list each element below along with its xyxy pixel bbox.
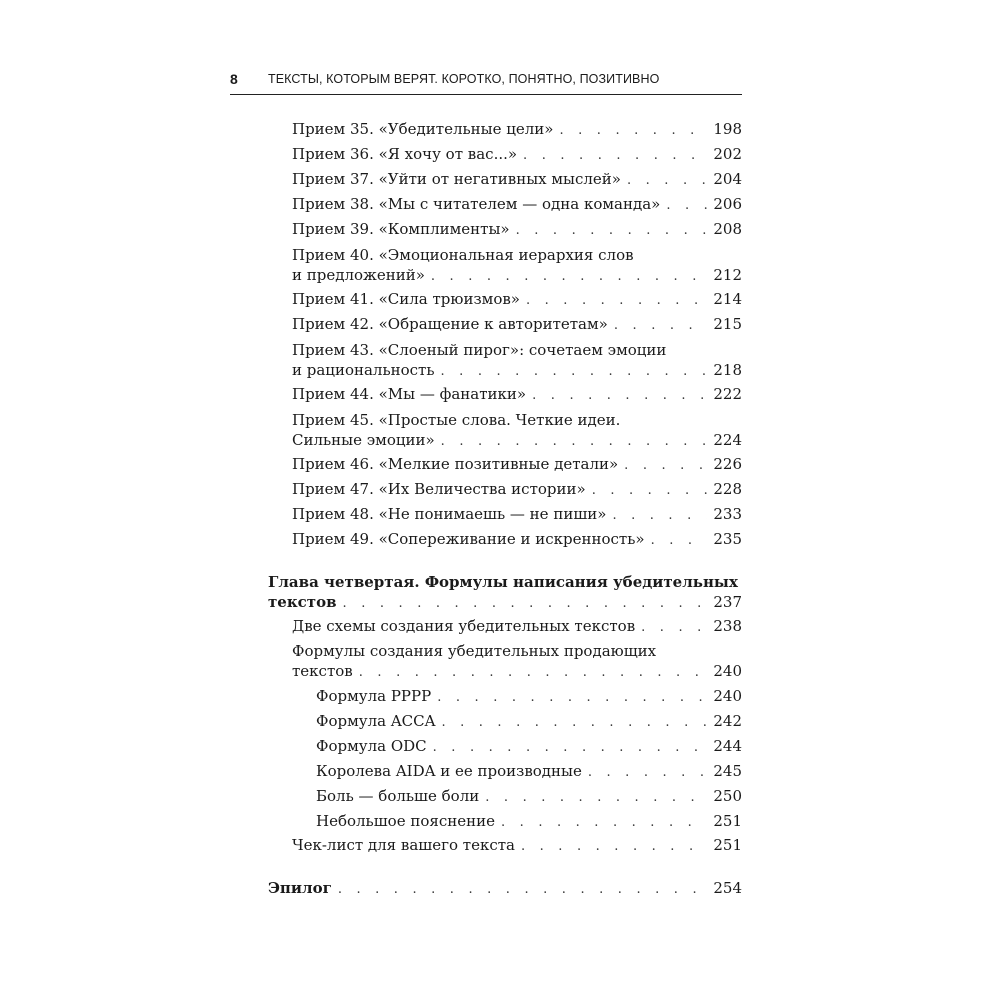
page-ref: 251 (713, 812, 742, 830)
page-ref: 240 (713, 687, 742, 705)
page-ref: 233 (713, 505, 742, 523)
toc-entry-42: Прием 42. «Обращение к авторитетам» . . . 215 (292, 313, 742, 335)
leader-dots (612, 505, 707, 527)
leader-dots (559, 120, 707, 142)
page-ref: 244 (713, 737, 742, 755)
leader-dots (651, 530, 708, 552)
page-ref: 238 (713, 617, 742, 635)
page-ref: 237 (713, 593, 742, 611)
leader-dots (532, 385, 707, 407)
toc-section-formulas: Формулы создания убедительных продающих текстов . . . 240 (292, 640, 742, 684)
leader-dots (359, 662, 708, 684)
leader-dots (523, 145, 707, 167)
running-title: ТЕКСТЫ, КОТОРЫМ ВЕРЯТ. КОРОТКО, ПОНЯТНО, ПОЗИТИВНО (268, 72, 660, 86)
leader-dots (592, 480, 708, 502)
leader-dots (666, 195, 707, 217)
toc-entry-39: Прием 39. «Комплименты» . . . 208 (292, 218, 742, 240)
page-ref: 204 (713, 170, 742, 188)
toc-entry-46: Прием 46. «Мелкие позитивные детали» . . . 226 (292, 453, 742, 475)
leader-dots (485, 787, 707, 809)
leader-dots (437, 687, 707, 709)
page-ref: 228 (713, 480, 742, 498)
leader-dots (431, 266, 707, 288)
leader-dots (516, 220, 708, 242)
toc-entry-48: Прием 48. «Не понимаешь — не пиши» . . . 233 (292, 503, 742, 525)
page-ref: 198 (713, 120, 742, 138)
leader-dots (433, 737, 708, 759)
leader-dots (526, 290, 707, 312)
toc-subsection-pppp: Формула PPPP . . . 240 (316, 685, 742, 707)
page-ref: 208 (713, 220, 742, 238)
toc-entry-35: Прием 35. «Убедительные цели» . . . 198 (292, 118, 742, 140)
page-ref: 214 (713, 290, 742, 308)
toc-entry-37: Прием 37. «Уйти от негативных мыслей» . . . 204 (292, 168, 742, 190)
page-ref: 245 (713, 762, 742, 780)
page-ref: 224 (713, 431, 742, 449)
page-ref: 226 (713, 455, 742, 473)
leader-dots (624, 455, 707, 477)
toc-subsection-pain: Боль — больше боли . . . 250 (316, 785, 742, 807)
leader-dots (614, 315, 708, 337)
page-ref: 222 (713, 385, 742, 403)
page-ref: 202 (713, 145, 742, 163)
leader-dots (441, 712, 707, 734)
toc-entry-43: Прием 43. «Слоеный пирог»: сочетаем эмоции и рациональность . . . 218 (292, 339, 742, 383)
toc-entry-41: Прием 41. «Сила трюизмов» . . . 214 (292, 288, 742, 310)
toc-subsection-acca: Формула ACCA . . . 242 (316, 710, 742, 732)
toc-entry-47: Прием 47. «Их Величества истории» . . . 228 (292, 478, 742, 500)
toc-entry-38: Прием 38. «Мы с читателем — одна команда» . . . 206 (292, 193, 742, 215)
toc-subsection-aida: Королева AIDA и ее производные . . . 245 (316, 760, 742, 782)
toc-entry-49: Прием 49. «Сопереживание и искренность» . . . 235 (292, 528, 742, 550)
leader-dots (441, 361, 708, 383)
leader-dots (501, 812, 707, 834)
toc-section-two-schemes: Две схемы создания убедительных текстов . . . 238 (292, 615, 742, 637)
leader-dots (338, 879, 708, 901)
page-ref: 254 (713, 879, 742, 897)
leader-dots (521, 836, 707, 858)
page-ref: 250 (713, 787, 742, 805)
leader-dots (441, 431, 708, 453)
leader-dots (343, 593, 708, 615)
page-ref: 218 (713, 361, 742, 379)
page-ref: 242 (713, 712, 742, 730)
page-ref: 235 (713, 530, 742, 548)
toc-entry-45: Прием 45. «Простые слова. Четкие идеи. Сильные эмоции» . . . 224 (292, 409, 742, 453)
toc-epilogue: Эпилог . . . 254 (268, 877, 742, 899)
leader-dots (627, 170, 707, 192)
page-number: 8 (230, 71, 238, 87)
page-ref: 215 (713, 315, 742, 333)
toc-subsection-odc: Формула ODC . . . 244 (316, 735, 742, 757)
toc-entry-36: Прием 36. «Я хочу от вас...» . . . 202 (292, 143, 742, 165)
page-ref: 212 (713, 266, 742, 284)
running-header (230, 68, 742, 95)
toc-subsection-note: Небольшое пояснение . . . 251 (316, 810, 742, 832)
page-ref: 251 (713, 836, 742, 854)
leader-dots (588, 762, 708, 784)
toc-entry-44: Прием 44. «Мы — фанатики» . . . 222 (292, 383, 742, 405)
page-ref: 206 (713, 195, 742, 213)
toc-section-checklist: Чек-лист для вашего текста . . . 251 (292, 834, 742, 856)
page-ref: 240 (713, 662, 742, 680)
toc-chapter-4: Глава четвертая. Формулы написания убедительных текстов . . . 237 (268, 571, 742, 615)
toc-entry-40: Прием 40. «Эмоциональная иерархия слов и предложений» . . . 212 (292, 244, 742, 288)
leader-dots (641, 617, 707, 639)
